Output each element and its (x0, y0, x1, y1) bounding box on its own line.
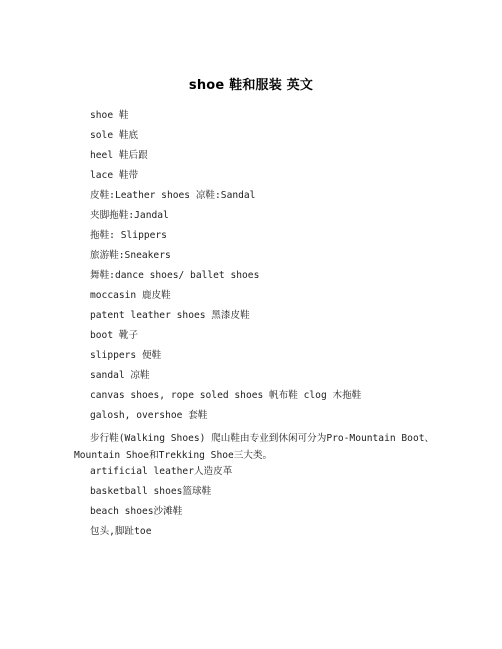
list-item: slippers 便鞋 (90, 350, 162, 361)
list-item: sole 鞋底 (90, 130, 139, 141)
list-item: 皮鞋:Leather shoes 凉鞋:Sandal (90, 190, 256, 201)
list-item: shoe 鞋 (90, 110, 129, 121)
list-item: 夹脚拖鞋:Jandal (90, 210, 169, 221)
list-item: 步行鞋(Walking Shoes) 爬山鞋由专业到休闲可分为Pro-Mountain Boot、Mountain Shoe和Trekking Shoe三大类。 (74, 433, 435, 461)
list-item: beach shoes沙滩鞋 (90, 506, 183, 517)
list-item: heel 鞋后跟 (90, 150, 148, 161)
list-item: basketball shoes篮球鞋 (90, 486, 212, 497)
list-item: moccasin 鹿皮鞋 (90, 290, 171, 301)
list-item: lace 鞋带 (90, 170, 139, 181)
list-item: 舞鞋:dance shoes/ ballet shoes (90, 270, 260, 281)
list-item: 拖鞋: Slippers (90, 230, 167, 241)
page-title: shoe 鞋和服装 英文 (188, 78, 314, 93)
list-item: boot 靴子 (90, 330, 139, 341)
list-item: patent leather shoes 黑漆皮鞋 (90, 310, 250, 321)
list-item: canvas shoes, rope soled shoes 帆布鞋 clog 木拖鞋 (90, 390, 362, 401)
list-item: 包头,脚趾toe (90, 526, 152, 537)
list-item: 旅游鞋:Sneakers (90, 250, 171, 261)
list-item: sandal 凉鞋 (90, 370, 150, 381)
list-item: artificial leather人造皮革 (90, 466, 233, 477)
vocabulary-list (0, 110, 502, 546)
list-item: galosh, overshoe 套鞋 (90, 410, 208, 421)
